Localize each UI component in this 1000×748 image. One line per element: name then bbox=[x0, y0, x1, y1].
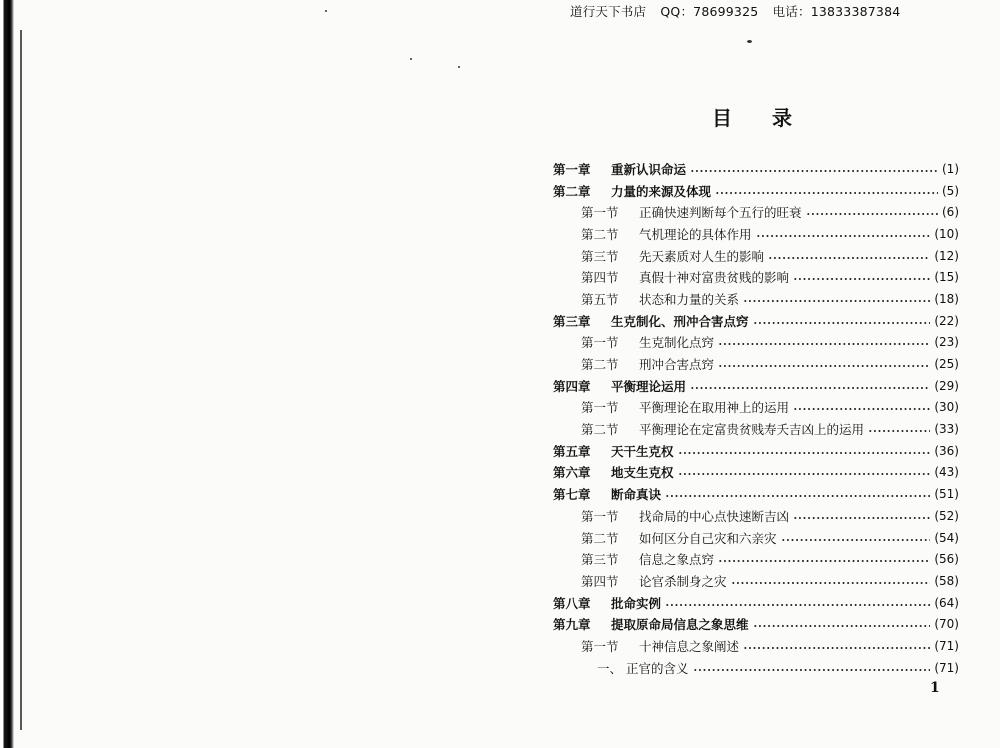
toc-entry-section bbox=[553, 201, 959, 223]
toc-entry-section bbox=[553, 353, 959, 375]
book-spine-shadow bbox=[0, 0, 14, 748]
toc-entry-page: (43) bbox=[934, 465, 959, 480]
toc-entry-number: 第六章 bbox=[553, 465, 591, 481]
toc-leader-dots bbox=[793, 517, 930, 519]
toc-leader-dots bbox=[868, 430, 930, 432]
toc-entry-title: 找命局的中心点快速断吉凶 bbox=[639, 508, 790, 524]
toc-entry-number: 第四章 bbox=[553, 378, 591, 394]
toc-entry-page: (5) bbox=[942, 183, 959, 198]
toc-entry-title: 生克制化、刑冲合害点窍 bbox=[611, 313, 749, 329]
toc-leader-dots bbox=[743, 647, 930, 649]
toc-entry-section bbox=[553, 527, 959, 549]
toc-entry-page: (56) bbox=[934, 552, 959, 567]
toc-entry-chapter bbox=[553, 483, 959, 505]
toc-entry-title: 平衡理论运用 bbox=[611, 378, 687, 394]
toc-entry-number: 第三节 bbox=[581, 248, 619, 264]
toc-entry-section bbox=[553, 570, 959, 592]
toc-entry-page: (52) bbox=[934, 508, 959, 523]
toc-entry-page: (6) bbox=[942, 205, 959, 220]
toc-entry-page: (51) bbox=[934, 487, 959, 502]
toc-entry-section bbox=[553, 266, 959, 288]
toc-leader-dots bbox=[665, 604, 930, 606]
toc-entry-title: 天干生克权 bbox=[611, 443, 674, 459]
toc-entry-page: (33) bbox=[934, 422, 959, 437]
toc-entry-number: 第一节 bbox=[581, 508, 619, 524]
toc-leader-dots bbox=[678, 452, 931, 454]
toc-entry-title: 批命实例 bbox=[611, 595, 662, 611]
toc-leader-dots bbox=[718, 560, 930, 562]
toc-entry-title: 正确快速判断每个五行的旺衰 bbox=[639, 205, 802, 221]
toc-leader-dots bbox=[715, 192, 938, 194]
toc-entry-page: (15) bbox=[934, 270, 959, 285]
toc-entry-number: 第四节 bbox=[581, 573, 619, 589]
toc-entry-number: 第二节 bbox=[581, 530, 619, 546]
scan-speck bbox=[458, 66, 460, 68]
toc-leader-dots bbox=[793, 408, 930, 410]
toc-entry-title: 提取原命局信息之象思维 bbox=[611, 617, 749, 633]
toc-entry-section bbox=[553, 505, 959, 527]
toc-entry-page: (58) bbox=[934, 573, 959, 588]
toc-entry-section bbox=[553, 418, 959, 440]
page-title: 目录 bbox=[712, 106, 832, 130]
toc-entry-number: 第二节 bbox=[581, 226, 619, 242]
toc-entry-number: 第三节 bbox=[581, 552, 619, 568]
toc-entry-number: 第一节 bbox=[581, 335, 619, 351]
toc-entry-title: 信息之象点窍 bbox=[639, 552, 715, 568]
toc-entry-page: (36) bbox=[934, 443, 959, 458]
toc-entry-page: (23) bbox=[934, 335, 959, 350]
toc-entry-section bbox=[553, 397, 959, 419]
toc-leader-dots bbox=[768, 257, 930, 259]
toc-entry-number: 第一节 bbox=[581, 205, 619, 221]
toc-entry-section bbox=[553, 548, 959, 570]
toc-entry-section bbox=[553, 332, 959, 354]
page-number: 1 bbox=[930, 680, 940, 696]
toc-entry-title: 真假十神对富贵贫贱的影响 bbox=[639, 270, 790, 286]
toc-entry-number: 第一章 bbox=[553, 161, 591, 177]
toc-entry-number: 第二章 bbox=[553, 183, 591, 199]
toc-entry-title: 断命真诀 bbox=[611, 487, 662, 503]
toc-entry-title: 论官杀制身之灾 bbox=[639, 573, 727, 589]
toc-leader-dots bbox=[665, 495, 930, 497]
toc-entry-title: 力量的来源及体现 bbox=[611, 183, 712, 199]
toc-entry-title: 生克制化点窍 bbox=[639, 335, 715, 351]
toc-entry-page: (12) bbox=[934, 248, 959, 263]
toc-entry-title: 刑冲合害点窍 bbox=[639, 357, 715, 373]
scan-speck bbox=[410, 58, 412, 60]
page-header bbox=[570, 2, 970, 20]
toc-leader-dots bbox=[690, 387, 930, 389]
toc-leader-dots bbox=[718, 343, 930, 345]
toc-entry-page: (10) bbox=[934, 226, 959, 241]
toc-entry-page: (22) bbox=[934, 313, 959, 328]
toc-entry-section bbox=[553, 635, 959, 657]
toc-entry-number: 第七章 bbox=[553, 487, 591, 503]
toc-entry-title: 气机理论的具体作用 bbox=[639, 226, 752, 242]
toc-entry-number: 第二节 bbox=[581, 357, 619, 373]
toc-entry-number: 一、 bbox=[597, 660, 623, 676]
toc-entry-number: 第五章 bbox=[553, 443, 591, 459]
toc-leader-dots bbox=[753, 322, 931, 324]
toc-leader-dots bbox=[806, 213, 938, 215]
book-spine-line bbox=[20, 30, 22, 730]
phone-number: 电话：13833387384 bbox=[772, 4, 901, 19]
toc-leader-dots bbox=[756, 235, 931, 237]
toc-leader-dots bbox=[678, 473, 931, 475]
scan-speck bbox=[325, 10, 327, 12]
toc-entry-number: 第九章 bbox=[553, 617, 591, 633]
toc-entry-sub bbox=[553, 657, 959, 679]
toc-entry-chapter bbox=[553, 613, 959, 635]
toc-entry-chapter bbox=[553, 375, 959, 397]
shop-name: 道行天下书店 bbox=[570, 4, 647, 19]
toc-entry-title: 平衡理论在取用神上的运用 bbox=[639, 400, 790, 416]
toc-entry-number: 第一节 bbox=[581, 638, 619, 654]
toc-entry-title: 平衡理论在定富贵贫贱寿夭吉凶上的运用 bbox=[639, 422, 865, 438]
toc-leader-dots bbox=[781, 539, 931, 541]
toc-entry-title: 正官的含义 bbox=[626, 660, 689, 676]
toc-entry-page: (1) bbox=[942, 161, 959, 176]
toc-entry-chapter bbox=[553, 592, 959, 614]
toc-leader-dots bbox=[690, 170, 938, 172]
toc-entry-page: (70) bbox=[934, 617, 959, 632]
qq-number: QQ：78699325 bbox=[660, 4, 759, 19]
table-of-contents bbox=[553, 158, 959, 679]
toc-entry-page: (29) bbox=[934, 378, 959, 393]
toc-entry-chapter bbox=[553, 158, 959, 180]
toc-entry-page: (54) bbox=[934, 530, 959, 545]
toc-leader-dots bbox=[753, 625, 931, 627]
toc-entry-number: 第三章 bbox=[553, 313, 591, 329]
toc-entry-title: 状态和力量的关系 bbox=[639, 291, 740, 307]
toc-entry-chapter bbox=[553, 180, 959, 202]
toc-entry-page: (30) bbox=[934, 400, 959, 415]
toc-entry-page: (71) bbox=[934, 638, 959, 653]
toc-entry-page: (71) bbox=[934, 660, 959, 675]
toc-entry-number: 第四节 bbox=[581, 270, 619, 286]
toc-leader-dots bbox=[693, 669, 931, 671]
toc-entry-section bbox=[553, 223, 959, 245]
toc-entry-title: 地支生克权 bbox=[611, 465, 674, 481]
toc-leader-dots bbox=[793, 278, 930, 280]
toc-entry-title: 十神信息之象阐述 bbox=[639, 638, 740, 654]
toc-entry-page: (25) bbox=[934, 357, 959, 372]
toc-leader-dots bbox=[718, 365, 930, 367]
toc-entry-number: 第二节 bbox=[581, 422, 619, 438]
scan-speck bbox=[747, 40, 752, 43]
toc-entry-section bbox=[553, 245, 959, 267]
toc-leader-dots bbox=[743, 300, 930, 302]
toc-entry-chapter bbox=[553, 462, 959, 484]
toc-entry-chapter bbox=[553, 310, 959, 332]
toc-entry-number: 第一节 bbox=[581, 400, 619, 416]
toc-entry-number: 第八章 bbox=[553, 595, 591, 611]
toc-entry-chapter bbox=[553, 440, 959, 462]
toc-entry-number: 第五节 bbox=[581, 291, 619, 307]
toc-leader-dots bbox=[731, 582, 931, 584]
toc-entry-title: 如何区分自己灾和六亲灾 bbox=[639, 530, 777, 546]
toc-entry-page: (18) bbox=[934, 291, 959, 306]
toc-entry-title: 重新认识命运 bbox=[611, 161, 687, 177]
toc-entry-section bbox=[553, 288, 959, 310]
toc-entry-title: 先天素质对人生的影响 bbox=[639, 248, 765, 264]
toc-entry-page: (64) bbox=[934, 595, 959, 610]
